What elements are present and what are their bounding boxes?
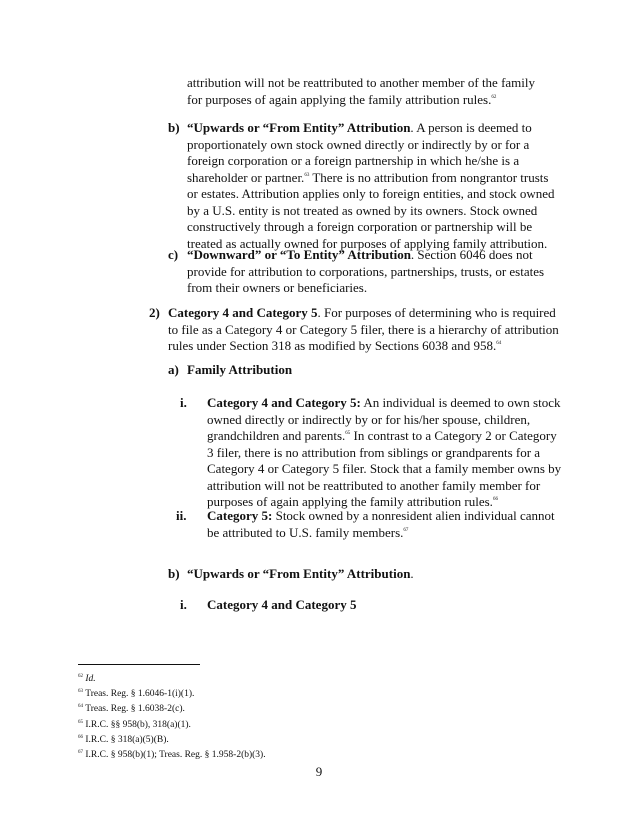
footnote-67	[78, 748, 558, 763]
footnote-ref: 64	[496, 341, 502, 346]
footnotes	[78, 672, 558, 763]
paragraph-text: attribution will not be reattributed to another member of the family for purposes of again applying the family attribution rules.	[187, 75, 536, 107]
section-downward-attribution	[168, 247, 560, 297]
section-heading: “Upwards or “From Entity” Attribution	[187, 566, 411, 581]
footnote-63	[78, 687, 558, 702]
footnote-text: I.R.C. § 958(b)(1); Treas. Reg. § 1.958-2(b)(3).	[85, 750, 266, 761]
footnote-number: 66	[78, 734, 83, 740]
footnote-number: 65	[78, 719, 83, 725]
list-label: ii.	[176, 508, 187, 523]
paragraph-text: . A person is deemed to proportionately own stock owned directly or indirectly by or for a foreign corporation or a foreign partnership in which he/she is a shareholder or partner.	[187, 120, 532, 185]
paragraph-text: . Section 6046 does not provide for attribution to corporations, partnerships, trusts, or estates from their owners or beneficiaries.	[187, 247, 545, 295]
footnote-ref: 62	[491, 94, 497, 100]
section-heading: Category 4 and Category 5	[168, 305, 318, 320]
paragraph-text: In contrast to a Category 2 or Category 3 filer, there is no attribution from siblings or grandparents for a Category 4 or Category 5 filer. Stock that a family member owns by attribution will not be reattributed to another family member for purposes of again applying the family attribution rules.	[207, 428, 562, 509]
list-label: i.	[180, 597, 187, 612]
list-label: b)	[168, 566, 180, 581]
footnote-text: I.R.C. § 318(a)(5)(B).	[85, 734, 169, 745]
footnote-number: 63	[78, 689, 83, 695]
item-heading: Category 5:	[207, 508, 273, 523]
footnote-66	[78, 733, 558, 748]
paragraph-text: Stock owned by a nonresident alien individual cannot be attributed to U.S. family members.	[207, 508, 555, 540]
section-upwards-attribution-2	[168, 566, 560, 583]
list-label: a)	[168, 362, 179, 377]
item-heading: Category 4 and Category 5:	[207, 395, 361, 410]
footnote-ref: 63	[304, 172, 310, 178]
footnote-number: 64	[78, 704, 83, 710]
item-category-5	[176, 508, 562, 541]
page-number: 9	[315, 764, 323, 779]
section-family-attribution	[168, 362, 560, 379]
list-label: b)	[168, 120, 180, 135]
footnote-ref: 65	[345, 431, 351, 436]
footnote-62	[78, 672, 558, 687]
list-label: i.	[180, 395, 187, 410]
footnote-text: Id.	[85, 674, 96, 684]
section-heading: “Upwards or “From Entity” Attribution	[187, 120, 411, 135]
list-label: c)	[168, 247, 179, 262]
paragraph-text: .	[410, 566, 414, 581]
footnote-separator	[78, 664, 200, 665]
footnote-text: Treas. Reg. § 1.6038-2(c).	[85, 704, 185, 715]
footnote-text: I.R.C. §§ 958(b), 318(a)(1).	[85, 719, 191, 730]
paragraph-text: There is no attribution from nongrantor trusts or estates. Attribution applies only to foreign entities, and stock owned by a U.S. entity is not treated as owned by its owners. Stock owned constructively through a foreign corporation or partnership will be treated as actually owned for purposes of applying family attribution.	[187, 169, 555, 251]
footnote-64	[78, 702, 558, 717]
list-label: 2)	[149, 305, 160, 320]
footnote-65	[78, 718, 558, 733]
section-heading: “Downward” or “To Entity” Attribution	[187, 247, 411, 262]
paragraph-text: An individual is deemed to own stock owned directly or indirectly by or for his/her spouse, children, grandchildren and parents.	[207, 395, 561, 443]
item-category-4-5-family	[180, 395, 562, 511]
paragraph-text: . For purposes of determining who is required to file as a Category 4 or Category 5 filer, there is a hierarchy of attribution rules under Section 318 as modified by Sections 6038 and 958.	[168, 305, 559, 353]
section-category-4-5	[149, 305, 564, 355]
footnote-text: Treas. Reg. § 1.6046-1(i)(1).	[85, 689, 195, 700]
item-heading: Category 4 and Category 5	[207, 597, 357, 612]
footnote-number: 67	[78, 750, 83, 756]
section-upwards-attribution	[168, 120, 560, 252]
footnote-ref: 66	[492, 497, 498, 502]
footnote-number: 62	[78, 674, 83, 679]
paragraph-continuation	[187, 75, 552, 108]
footnote-ref: 67	[403, 527, 409, 533]
section-heading: Family Attribution	[187, 362, 293, 377]
item-category-4-5-entity	[180, 597, 562, 614]
